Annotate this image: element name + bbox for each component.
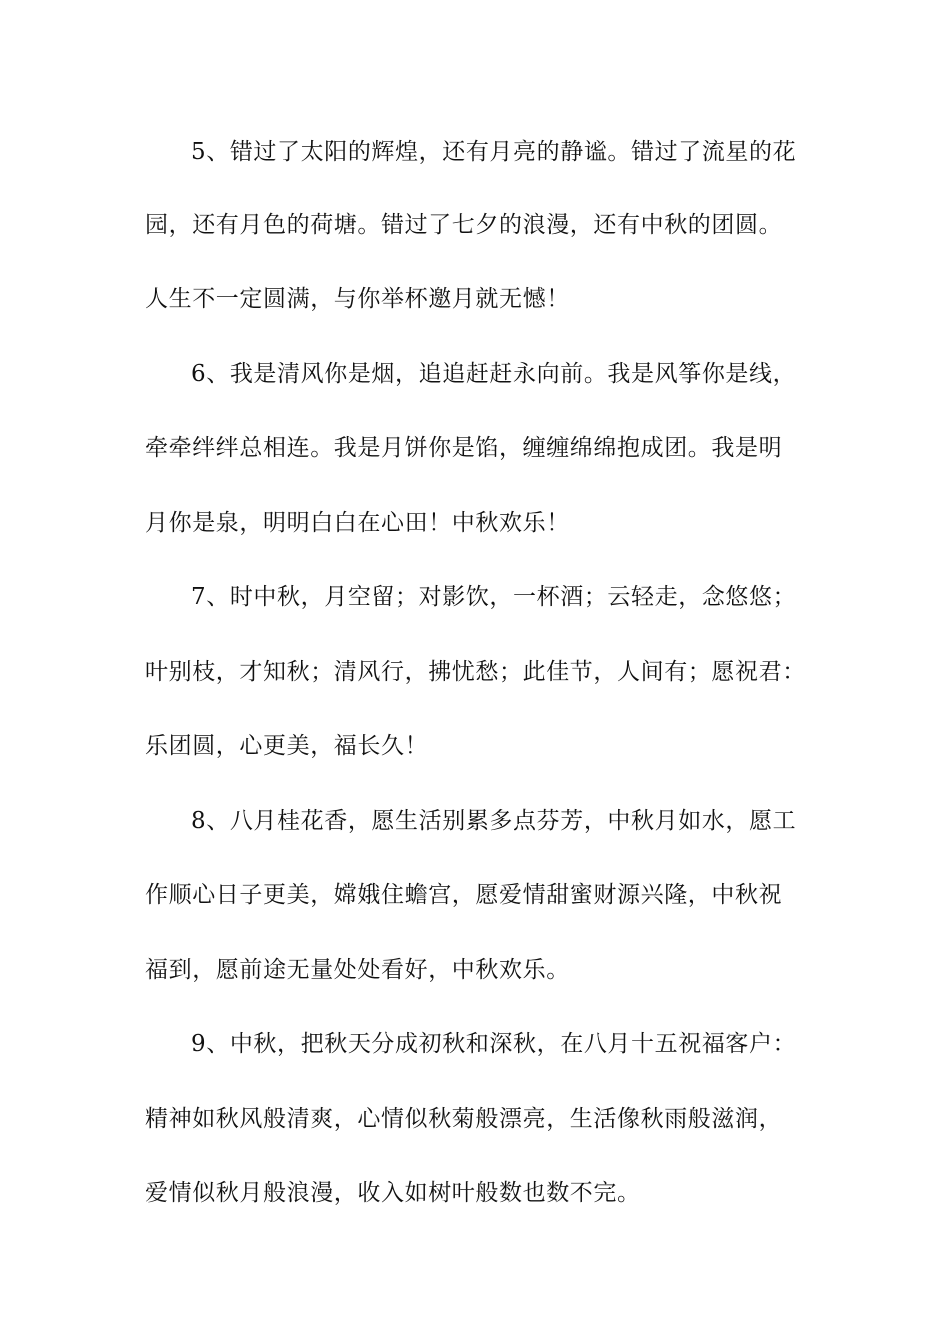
paragraph-9-line-2: 精神如秋风般清爽，心情似秋菊般漂亮，生活像秋雨般滋润， bbox=[145, 1106, 783, 1132]
paragraph-5-line-1: 5、错过了太阳的辉煌，还有月亮的静谧。错过了流星的花 bbox=[191, 139, 797, 165]
paragraph-5-line-2: 园，还有月色的荷塘。错过了七夕的浪漫，还有中秋的团圆。 bbox=[145, 212, 783, 238]
paragraph-8-line-1: 8、八月桂花香，愿生活别累多点芬芳，中秋月如水，愿工 bbox=[191, 808, 797, 834]
paragraph-7-line-2: 叶别枝，才知秋；清风行，拂忧愁；此佳节，人间有；愿祝君： bbox=[145, 659, 806, 685]
paragraph-7-line-3: 乐团圆，心更美，福长久！ bbox=[145, 733, 429, 759]
paragraph-7-line-1: 7、时中秋，月空留；对影饮，一杯酒；云轻走，念悠悠； bbox=[191, 584, 797, 610]
paragraph-8-line-3: 福到，愿前途无量处处看好，中秋欢乐。 bbox=[145, 957, 570, 983]
paragraph-5-line-3: 人生不一定圆满，与你举杯邀月就无憾！ bbox=[145, 286, 570, 312]
paragraph-8-line-2: 作顺心日子更美，嫦娥住蟾宫，愿爱情甜蜜财源兴隆，中秋祝 bbox=[145, 882, 783, 908]
paragraph-9-line-3: 爱情似秋月般浪漫，收入如树叶般数也数不完。 bbox=[145, 1180, 641, 1206]
paragraph-6-line-1: 6、我是清风你是烟，追追赶赶永向前。我是风筝你是线， bbox=[191, 361, 797, 387]
paragraph-6-line-2: 牵牵绊绊总相连。我是月饼你是馅，缠缠绵绵抱成团。我是明 bbox=[145, 435, 783, 461]
paragraph-6-line-3: 月你是泉，明明白白在心田！中秋欢乐！ bbox=[145, 510, 570, 536]
paragraph-9-line-1: 9、中秋，把秋天分成初秋和深秋，在八月十五祝福客户： bbox=[191, 1031, 797, 1057]
